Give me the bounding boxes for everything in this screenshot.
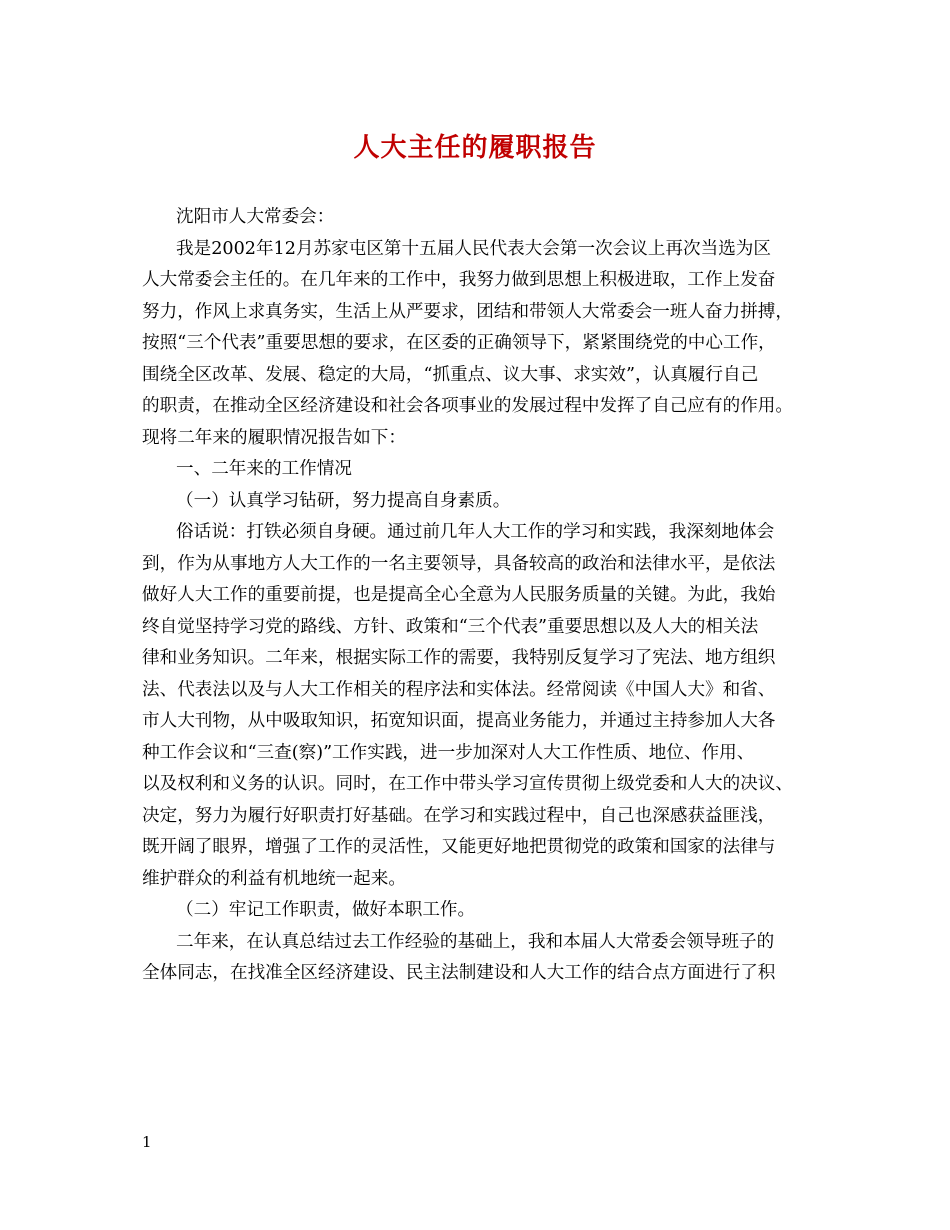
section-heading: 一、二年来的工作情况 <box>176 459 352 479</box>
paragraph-line: 市人大刊物，从中吸取知识，拓宽知识面，提高业务能力，并通过主持参加人大各 <box>142 711 776 731</box>
paragraph-line: 按照“三个代表”重要思想的要求，在区委的正确领导下，紧紧围绕党的中心工作， <box>142 333 776 353</box>
paragraph-line: 努力，作风上求真务实，生活上从严要求，团结和带领人大常委会一班人奋力拼搏， <box>142 301 793 322</box>
paragraph-line: 全体同志，在找准全区经济建设、民主法制建设和人大工作的结合点方面进行了积 <box>142 963 776 983</box>
paragraph-line: 围绕全区改革、发展、稳定的大局，“抓重点、议大事、求实效”，认真履行自己 <box>142 364 759 385</box>
paragraph-line: 律和业务知识。二年来，根据实际工作的需要，我特别反复学习了宪法、地方组织 <box>142 648 776 668</box>
document-body <box>142 202 810 990</box>
paragraph-line: 俗话说：打铁必须自身硬。通过前几年人大工作的学习和实践，我深刻地体会 <box>176 522 775 542</box>
document-title: 人大主任的履职报告 <box>353 133 597 163</box>
paragraph-line: 人大常委会主任的。在几年来的工作中，我努力做到思想上积极进取，工作上发奋 <box>142 270 776 290</box>
paragraph-line: 做好人大工作的重要前提，也是提高全心全意为人民服务质量的关键。为此，我始 <box>142 585 776 605</box>
paragraph-line: 沈阳市人大常委会： <box>176 207 335 227</box>
paragraph-line: 我是2002年12月苏家屯区第十五届人民代表大会第一次会议上再次当选为区 <box>176 238 771 259</box>
paragraph-line: 二年来，在认真总结过去工作经验的基础上，我和本届人大常委会领导班子的 <box>176 931 775 952</box>
paragraph-line: 以及权利和义务的认识。同时，在工作中带头学习宣传贯彻上级党委和人大的决议、 <box>142 774 793 794</box>
paragraph-line: 终自觉坚持学习党的路线、方针、政策和“三个代表”重要思想以及人大的相关法 <box>142 616 759 637</box>
paragraph-line: 法、代表法以及与人大工作相关的程序法和实体法。经常阅读《中国人大》和省、 <box>142 679 776 700</box>
paragraph-line: 种工作会议和“三查(察)”工作实践，进一步加深对人大工作性质、地位、作用、 <box>142 742 755 763</box>
paragraph-line: 既开阔了眼界，增强了工作的灵活性，又能更好地把贯彻党的政策和国家的法律与 <box>142 837 776 857</box>
subsection-heading: （一）认真学习钻研，努力提高自身素质。 <box>176 490 511 511</box>
paragraph-line: 维护群众的利益有机地统一起来。 <box>142 868 406 889</box>
paragraph-line: 决定，努力为履行好职责打好基础。在学习和实践过程中，自己也深感获益匪浅， <box>142 805 776 826</box>
page-number: 1 <box>142 1133 152 1151</box>
paragraph-line: 现将二年来的履职情况报告如下： <box>142 427 406 448</box>
paragraph-line: 的职责，在推动全区经济建设和社会各项事业的发展过程中发挥了自己应有的作用。 <box>142 396 793 416</box>
subsection-heading: （二）牢记工作职责，做好本职工作。 <box>176 900 476 920</box>
paragraph-line: 到，作为从事地方人大工作的一名主要领导，具备较高的政治和法律水平，是依法 <box>142 553 776 574</box>
